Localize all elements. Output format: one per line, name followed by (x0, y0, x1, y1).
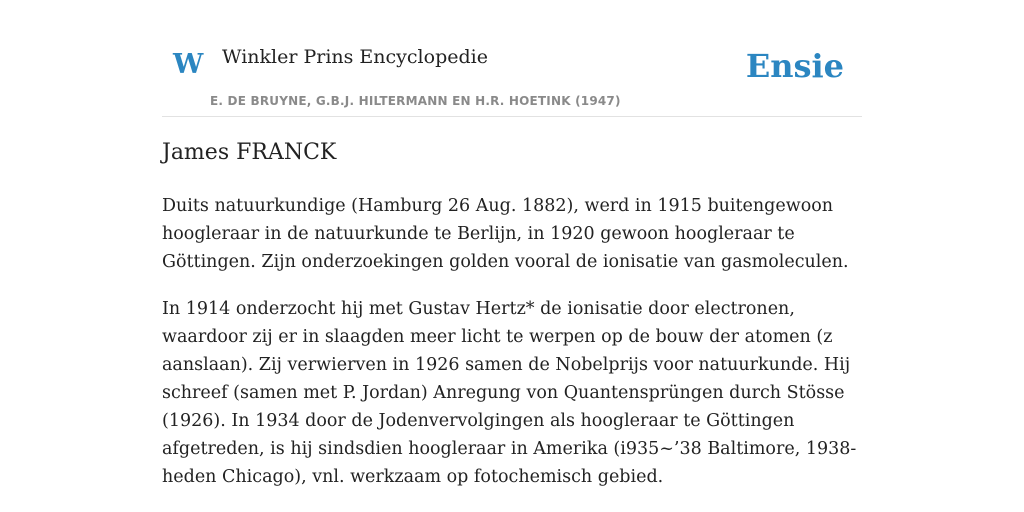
brand-logo[interactable]: Ensie (745, 47, 844, 85)
page-header (162, 0, 862, 117)
publication-authors: E. DE BRUYNE, G.B.J. HILTERMANN EN H.R. HOETINK (1947) (210, 94, 621, 108)
article-page (162, 0, 862, 487)
entry-paragraph: Duits natuurkundige (Hamburg 26 Aug. 1882), werd in 1915 buitengewoon hoogleraar in de natuurkunde te Berlijn, in 1920 gewoon hoogleraar te Göttingen. Zijn onderzoekingen golden vooral de ionisatie van gasmoleculen. (162, 196, 849, 272)
publication-logo[interactable]: W (173, 49, 204, 80)
publication-title[interactable]: Winkler Prins Encyclopedie (222, 46, 488, 68)
entry-paragraph: In 1914 onderzocht hij met Gustav Hertz* de ionisatie door electronen, waardoor zij er in slaagden meer licht te werpen op de bouw der atomen (z aanslaan). Zij verwierven in 1926 samen de Nobelprijs voor natuurkunde. Hij schreef (samen met P. Jordan) Anregung von Quantensprüngen durch Stösse (1926). In 1934 door de Jodenvervolgingen als hoogleraar te Göttingen afgetreden, is hij sindsdien hoogleraar in Amerika (i935~’38 Baltimore, 1938-heden Chicago), vnl. werkzaam op fotochemisch gebied. (162, 299, 857, 487)
entry-title: James FRANCK (162, 140, 337, 165)
